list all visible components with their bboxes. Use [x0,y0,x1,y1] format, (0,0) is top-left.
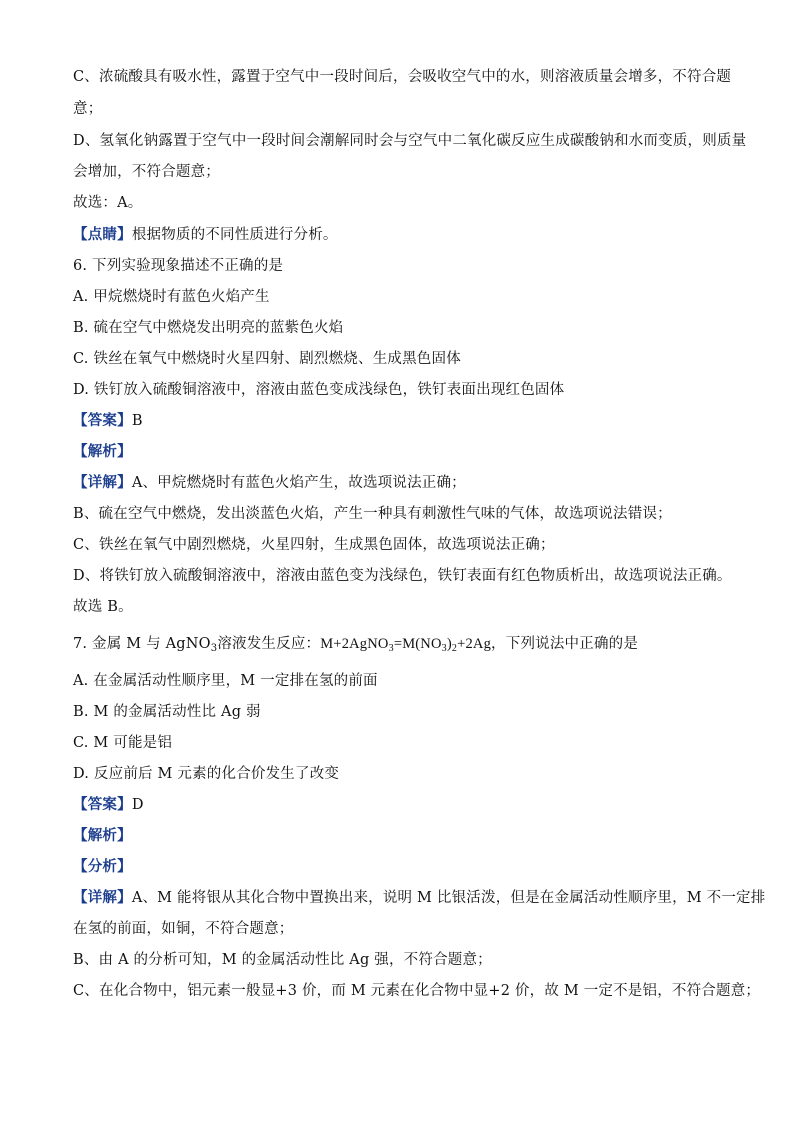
answer-line [73,795,736,815]
question-7-stem: 7. 金属 M 与 AgNO$_3$溶液发生反应：$M+2AgNO_3=M(NO_3)_2+2Ag$，下列说法中正确的是 [73,636,639,654]
section-tag-note: 【点睛】 [73,226,132,243]
text-line: B、由 A 的分析可知，M 的金属活动性比 Ag 强，不符合题意； [73,952,492,968]
detail-text: A、甲烷燃烧时有蓝色火焰产生，故选项说法正确； [131,475,466,491]
option-b: B. 硫在空气中燃烧发出明亮的蓝紫色火焰 [73,320,344,336]
text-line: C、浓硫酸具有吸水性，露置于空气中一段时间后，会吸收空气中的水，则溶液质量会增多，不符合题 [73,69,732,85]
text-line: D、将铁钉放入硫酸铜溶液中，溶液由蓝色变为浅绿色，铁钉表面有红色物质析出，故选项说法正确。 [73,568,732,584]
text-line: B、硫在空气中燃烧，发出淡蓝色火焰，产生一种具有刺激性气味的气体，故选项说法错误； [73,506,672,522]
question-6-stem: 6. 下列实验现象描述不正确的是 [73,258,284,274]
option-d: D. 反应前后 M 元素的化合价发生了改变 [73,766,340,782]
text-line: 故选 B。 [73,599,133,615]
section-tag-answer: 【答案】 [73,796,132,813]
option-b: B. M 的金属活动性比 Ag 弱 [73,704,261,720]
text-line: 意； [73,101,103,117]
section-tag-detail: 【详解】 [73,889,132,906]
option-d: D. 铁钉放入硫酸铜溶液中，溶液由蓝色变成浅绿色，铁钉表面出现红色固体 [73,382,565,398]
note-text: 根据物质的不同性质进行分析。 [131,227,338,243]
fenxi-line [73,857,736,877]
note-line [73,225,736,245]
option-a: A. 在金属活动性顺序里，M 一定排在氢的前面 [73,673,378,689]
detail-line [73,888,766,908]
section-tag-analysis: 【解析】 [73,443,132,460]
option-c: C. 铁丝在氧气中燃烧时火星四射、剧烈燃烧、生成黑色固体 [73,351,461,367]
text-line: 在氢的前面，如铜，不符合题意； [73,921,294,937]
text-line: 故选：A。 [73,195,143,211]
answer-value: B [131,413,143,429]
section-tag-fenxi: 【分析】 [73,858,132,875]
text-line: C、在化合物中，铝元素一般显+3 价，而 M 元素在化合物中显+2 价，故 M 一定不是铝，不符合题意； [73,983,761,999]
section-tag-analysis: 【解析】 [73,827,132,844]
text-line: C、铁丝在氧气中剧烈燃烧，火星四射，生成黑色固体，故选项说法正确； [73,537,555,553]
section-tag-detail: 【详解】 [73,474,132,491]
text-line: 会增加，不符合题意； [73,164,220,180]
option-c: C. M 可能是铝 [73,735,173,751]
detail-text: A、M 能将银从其化合物中置换出来，说明 M 比银活泼，但是在金属活动性顺序里，M 不一定排 [131,890,766,906]
text-line: D、氢氧化钠露置于空气中一段时间会潮解同时会与空气中二氧化碳反应生成碳酸钠和水而变质，则质量 [73,133,747,149]
answer-line [73,411,736,431]
reaction-equation: $M+2AgNO_3=M(NO_3)_2+2Ag$ [320,636,492,654]
analysis-line [73,826,736,846]
option-a: A. 甲烷燃烧时有蓝色火焰产生 [73,289,270,305]
detail-line [73,473,736,493]
answer-value: D [131,797,144,813]
analysis-line [73,442,736,462]
section-tag-answer: 【答案】 [73,412,132,429]
